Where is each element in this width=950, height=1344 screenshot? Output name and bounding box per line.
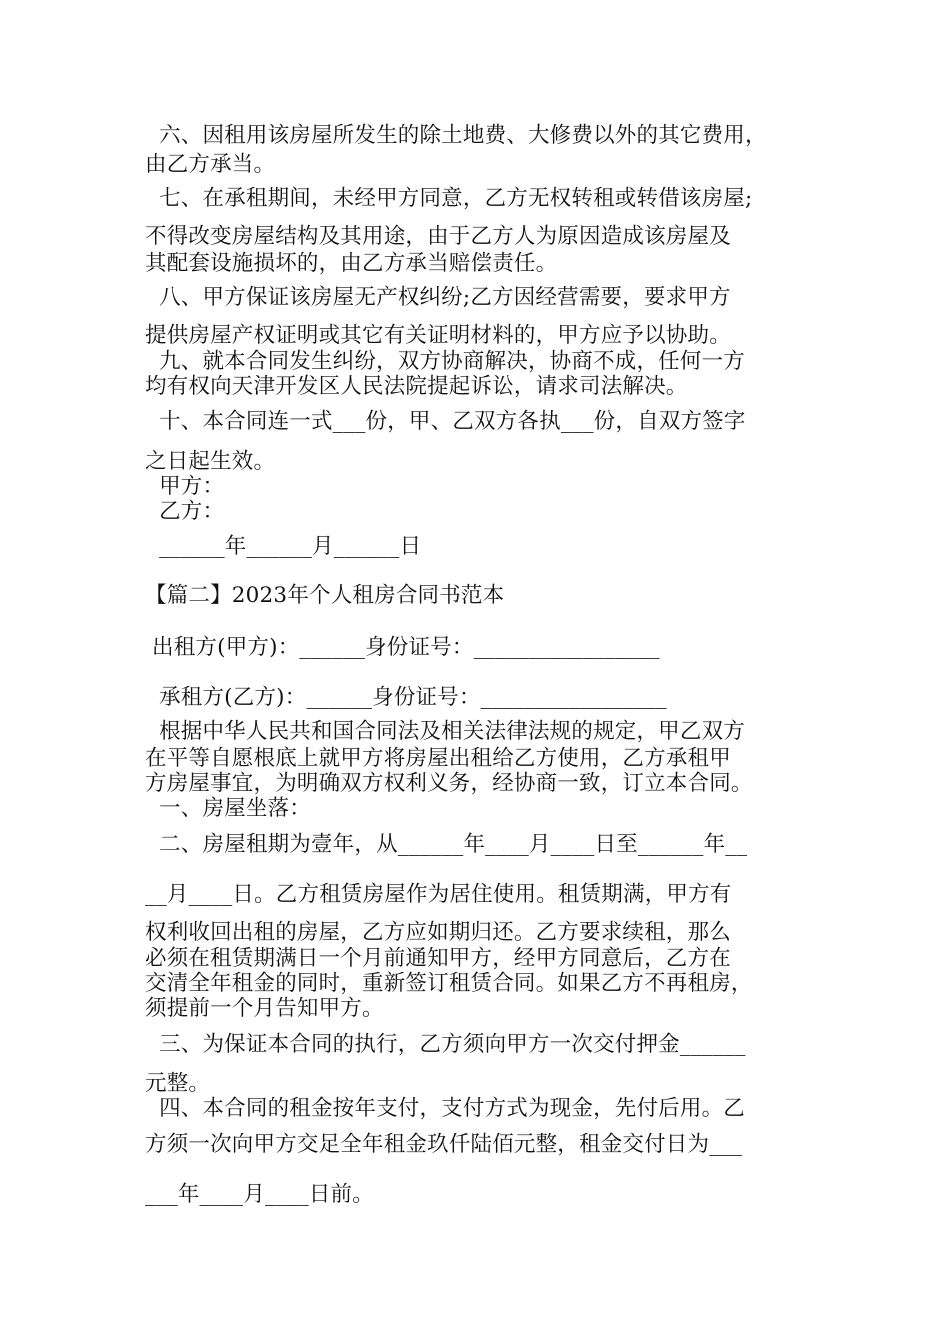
- text-line-10: 十、本合同连一式___份，甲、乙双方各执___份，自双方签字: [145, 409, 746, 434]
- text-line-4: 不得改变房屋结构及其用途，由于乙方人为原因造成该房屋及: [145, 224, 731, 249]
- text-line-1: 六、因租用该房屋所发生的除土地费、大修费以外的其它费用，: [145, 123, 767, 148]
- text-line-2: 由乙方承当。: [145, 152, 276, 177]
- text-line-19: 在平等自愿根底上就甲方将房屋出租给乙方使用，乙方承租甲: [145, 746, 731, 771]
- text-line-21: 一、房屋坐落：: [145, 796, 311, 821]
- text-line-20: 方房屋事宜，为明确双方权利义务，经协商一致，订立本合同。: [145, 771, 753, 796]
- text-line-12: 甲方：: [145, 474, 225, 499]
- text-line-32: ___年____月____日前。: [145, 1182, 374, 1207]
- text-line-31: 方须一次向甲方交足全年租金玖仟陆佰元整，租金交付日为___: [145, 1132, 743, 1157]
- text-line-22: 二、房屋租期为壹年，从______年____月____日至______年__: [145, 832, 748, 857]
- section-heading: 【篇二】2023年个人租房合同书范本: [145, 583, 505, 608]
- text-line-18: 根据中华人民共和国合同法及相关法律法规的规定，甲乙双方: [145, 719, 745, 744]
- text-line-3: 七、在承租期间，未经甲方同意，乙方无权转租或转借该房屋;: [145, 186, 753, 211]
- text-line-9: 均有权向天津开发区人民法院提起诉讼，请求司法解决。: [145, 374, 688, 399]
- text-line-26: 交清全年租金的同时，重新签订租赁合同。如果乙方不再租房，: [145, 971, 753, 996]
- text-line-6: 八、甲方保证该房屋无产权纠纷;乙方因经营需要，要求甲方: [145, 285, 731, 310]
- text-line-8: 九、就本合同发生纠纷，双方协商解决，协商不成，任何一方: [145, 349, 745, 374]
- text-line-24: 权利收回出租的房屋，乙方应如期归还。乙方要求续租，那么: [145, 920, 731, 945]
- text-line-11: 之日起生效。: [145, 449, 276, 474]
- text-line-30: 四、本合同的租金按年支付，支付方式为现金，先付后用。乙: [145, 1096, 745, 1121]
- text-line-23: __月____日。乙方租赁房屋作为居住使用。租赁期满，甲方有: [145, 882, 732, 907]
- text-line-28: 三、为保证本合同的执行，乙方须向甲方一次交付押金______: [145, 1032, 746, 1057]
- text-line-25: 必须在租赁期满日一个月前通知甲方，经甲方同意后，乙方在: [145, 946, 731, 971]
- text-line-29: 元整。: [145, 1071, 211, 1096]
- lessor-line: 出租方(甲方)：______身份证号：_________________: [145, 635, 660, 660]
- text-line-27: 须提前一个月告知甲方。: [145, 996, 384, 1021]
- lessee-line: 承租方(乙方)：______身份证号：_________________: [145, 685, 667, 710]
- text-line-5: 其配套设施损坏的，由乙方承当赔偿责任。: [145, 251, 558, 276]
- text-line-13: 乙方：: [145, 499, 225, 524]
- text-line-7: 提供房屋产权证明或其它有关证明材料的，甲方应予以协助。: [145, 323, 731, 348]
- signature-date-line: ______年______月______日: [145, 534, 422, 559]
